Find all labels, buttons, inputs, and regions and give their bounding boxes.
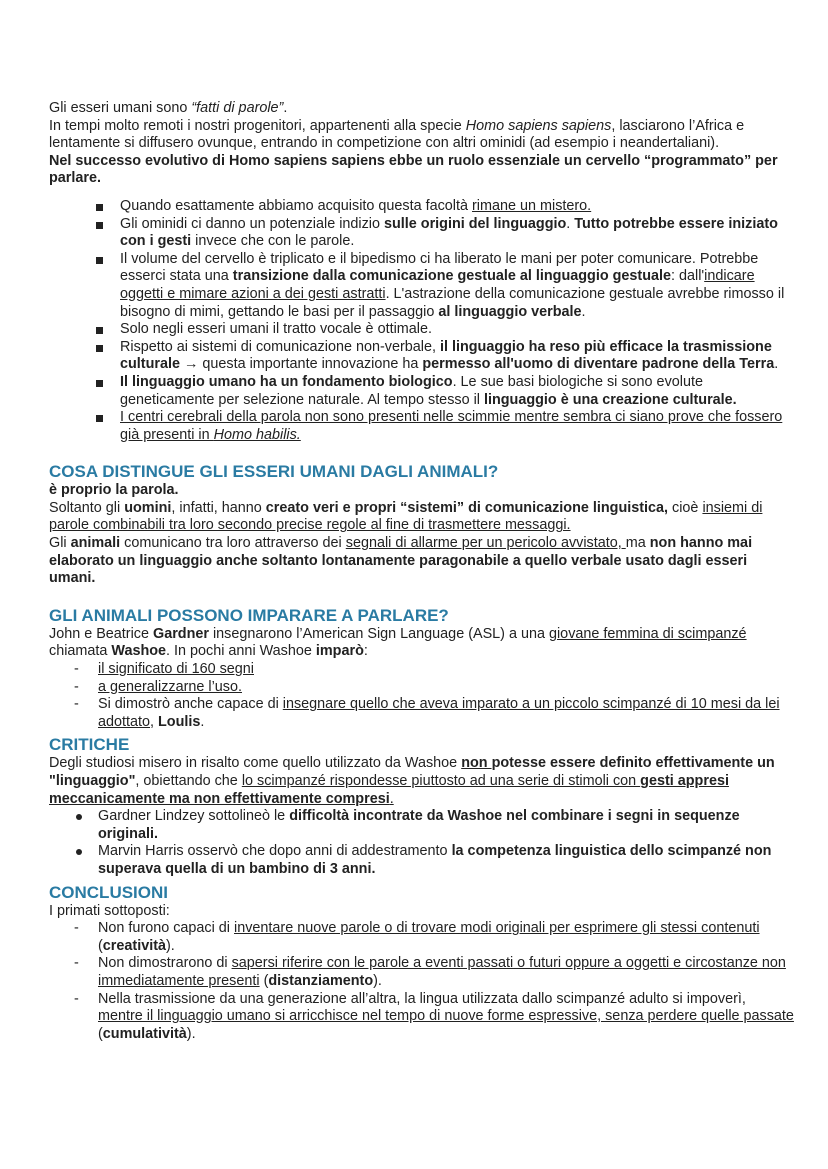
text: . [283, 100, 288, 116]
text: Rispetto ai sistemi di comunicazione non-verbale, [120, 338, 440, 355]
bold-text: creatività [102, 937, 166, 954]
text: John e Beatrice [49, 625, 153, 642]
paragraph [49, 626, 794, 661]
list-item [98, 679, 794, 697]
bold-text: non [461, 755, 492, 772]
text: Quando esattamente abbiamo acquisito questa facoltà [120, 197, 473, 214]
underlined-text: mentre il linguaggio umano si arricchisce nel tempo di nuove forme espressive, senza perdere quelle passate [98, 1008, 794, 1025]
list-item [120, 374, 794, 409]
text: ( [98, 937, 103, 954]
underlined-text: sapersi riferire con le parole a eventi passati o futuri oppure a oggetti e circostanze non immediatamente presenti [98, 955, 786, 989]
bold-text: Tutto potrebbe essere iniziato con i gesti [120, 215, 778, 250]
bold-text: al linguaggio verbale [438, 303, 582, 320]
underlined-text: rimane un mistero. [472, 197, 592, 214]
text: Gardner Lindzey sottolineò le [98, 808, 290, 825]
text: . In pochi anni Washoe [166, 643, 316, 660]
underlined-text: indicare oggetti e mimare azioni a dei gesti astratti [120, 268, 755, 302]
underlined-text: lo scimpanzé rispondesse piuttosto ad una serie di stimoli con [241, 773, 641, 789]
bold-text: distanziamento [268, 972, 374, 989]
paragraph [49, 535, 794, 588]
underlined-text: inventare nuove parole o di trovare modi originali per esprimere gli stessi contenuti [234, 920, 760, 937]
text: Non furono capaci di [98, 920, 234, 937]
bold-text: difficoltà incontrate da Washoe nel combinare i segni in sequenze originali. [98, 808, 740, 842]
text: → questa importante innovazione ha [179, 356, 423, 373]
text: Non dimostrarono di [98, 955, 232, 972]
list-item [98, 955, 794, 990]
text: Degli studiosi misero in risalto come quello utilizzato da Washoe [49, 755, 462, 772]
text: Soltanto gli [49, 499, 125, 516]
text: In tempi molto remoti i nostri progenitori, appartenenti alla specie [49, 117, 466, 134]
bold-text: imparò [315, 643, 364, 660]
document-body [49, 100, 794, 1043]
list-item [120, 251, 794, 321]
section-subtitle [49, 482, 794, 500]
species-name: Homo habilis. [213, 426, 301, 443]
bold-text: Gardner [153, 625, 209, 642]
list-item [120, 198, 794, 216]
bold-text: Loulis [158, 713, 201, 730]
list-item [98, 661, 794, 679]
text: ( [259, 972, 269, 989]
list-item [120, 339, 794, 374]
underlined-text: a generalizzarne l’uso. [98, 678, 242, 695]
list-item [98, 808, 794, 843]
underlined-text: insegnare quello che aveva imparato a un piccolo scimpanzé di 10 mesi da lei adottato [98, 696, 780, 730]
list-item [120, 409, 794, 444]
intro-line-3 [49, 153, 794, 188]
text: . L'astrazione della comunicazione gestuale avrebbe rimosso il bisogno di mimi, gettando le basi per il passaggio [120, 285, 785, 320]
text: insegnarono l’American Sign Language (ASL) a una [208, 625, 549, 642]
list-item [120, 321, 794, 339]
list-item [98, 920, 794, 955]
text: Nella trasmissione da una generazione all’altra, la lingua utilizzata dallo scimpanzé adulto si impoverì, [98, 990, 746, 1007]
text: Marvin Harris osservò che dopo anni di addestramento [98, 843, 452, 860]
key-points-list [49, 198, 794, 444]
text: . Le sue basi biologiche si sono evolute geneticamente per selezione naturale. Al tempo stesso il [120, 373, 703, 408]
intro-line-1 [49, 100, 794, 118]
underlined-text: giovane femmina di scimpanzé [548, 625, 747, 642]
text: , [150, 713, 159, 730]
text: . [566, 215, 575, 232]
bold-text: Nel successo evolutivo di Homo sapiens sapiens ebbe un ruolo essenziale un cervello “programmato” per parlare. [49, 152, 778, 187]
intro-line-2 [49, 118, 794, 153]
bold-text: sulle origini del linguaggio [384, 215, 567, 232]
underlined-text: il significato di 160 segni [98, 661, 254, 678]
text: Gli ominidi ci danno un potenziale indizio [120, 215, 384, 232]
text: . [389, 790, 394, 807]
section-heading: COSA DISTINGUE GLI ESSERI UMANI DAGLI ANIMALI? [49, 462, 499, 482]
emphasis: “fatti di parole” [191, 100, 284, 116]
underlined-text: insiemi di parole combinabili tra loro secondo precise regole al fine di trasmettere messaggi. [49, 499, 763, 534]
text: Solo negli esseri umani il tratto vocale è ottimale. [120, 321, 432, 338]
bold-text: gesti appresi meccanicamente ma non effettivamente compresi [49, 773, 729, 807]
text: : dall' [671, 268, 705, 285]
text: . [581, 303, 586, 320]
text: ). [166, 937, 175, 954]
bold-text: linguaggio è una creazione culturale. [483, 391, 737, 408]
text: , lasciarono l’Africa e lentamente si diffusero ovunque, entrando in competizione con altri ominidi (ad esempio i neandertaliani). [49, 117, 745, 152]
underlined-text: segnali di allarme per un pericolo avvistato, [345, 535, 626, 552]
dash-list [49, 661, 794, 731]
text: ). [186, 1025, 196, 1042]
text: , infatti, hanno [171, 499, 266, 516]
list-item [120, 216, 794, 251]
bold-text: il linguaggio ha reso più efficace la trasmissione culturale [120, 338, 772, 373]
bold-text: la competenza linguistica dello scimpanzé non superava quella di un bambino di 3 anni. [98, 843, 772, 877]
bullet-list [49, 808, 794, 878]
text: cioè [668, 499, 703, 516]
text: : [363, 643, 368, 660]
bold-text: uomini [124, 499, 172, 516]
list-item [98, 843, 794, 878]
text: Gli esseri umani sono [49, 100, 192, 116]
bold-text: permesso all'uomo di diventare padrone della Terra [422, 356, 775, 373]
bold-text: è proprio la parola. [49, 482, 179, 499]
paragraph [49, 755, 794, 808]
text: invece che con le parole. [191, 233, 355, 250]
paragraph [49, 500, 794, 535]
text: chiamata [49, 643, 112, 660]
text: Si dimostrò anche capace di [98, 696, 283, 713]
text: comunicano tra loro attraverso dei [120, 535, 346, 552]
paragraph: I primati sottoposti: [49, 902, 170, 919]
list-item [98, 696, 794, 731]
text: ( [98, 1025, 103, 1042]
text: Il volume del cervello è triplicato e il bipedismo ci ha liberato le mani per poter comunicare. Potrebbe esserci stata una [120, 250, 759, 285]
bold-text: creato veri e propri “sistemi” di comunicazione linguistica, [265, 499, 669, 516]
underlined-text: I centri cerebrali della parola non sono presenti nelle scimmie mentre sembra ci siano prove che fossero già presenti in [120, 409, 783, 443]
section-heading: CRITICHE [49, 735, 130, 755]
bold-text: potesse essere definito effettivamente un "linguaggio" [49, 755, 775, 789]
bold-text: Washoe [111, 643, 167, 660]
bold-text: Il linguaggio umano ha un fondamento biologico [120, 373, 453, 390]
bold-text: non hanno mai elaborato un linguaggio anche soltanto lontanamente paragonabile a quello verbale usato dagli esseri umani. [49, 535, 753, 587]
text: Gli [49, 535, 71, 552]
dash-list [49, 920, 794, 1043]
text: . [774, 356, 779, 373]
section-heading: GLI ANIMALI POSSONO IMPARARE A PARLARE? [49, 605, 449, 625]
list-item [98, 991, 794, 1044]
species-name: Homo sapiens sapiens [465, 117, 612, 134]
text: . [200, 713, 205, 730]
section-heading: CONCLUSIONI [49, 882, 168, 902]
text: ). [373, 972, 382, 989]
bold-text: animali [70, 535, 121, 552]
bold-text: cumulatività [102, 1025, 187, 1042]
text: ma [625, 535, 650, 552]
text: , obiettando che [135, 773, 242, 789]
bold-text: transizione dalla comunicazione gestuale al linguaggio gestuale [232, 268, 672, 285]
